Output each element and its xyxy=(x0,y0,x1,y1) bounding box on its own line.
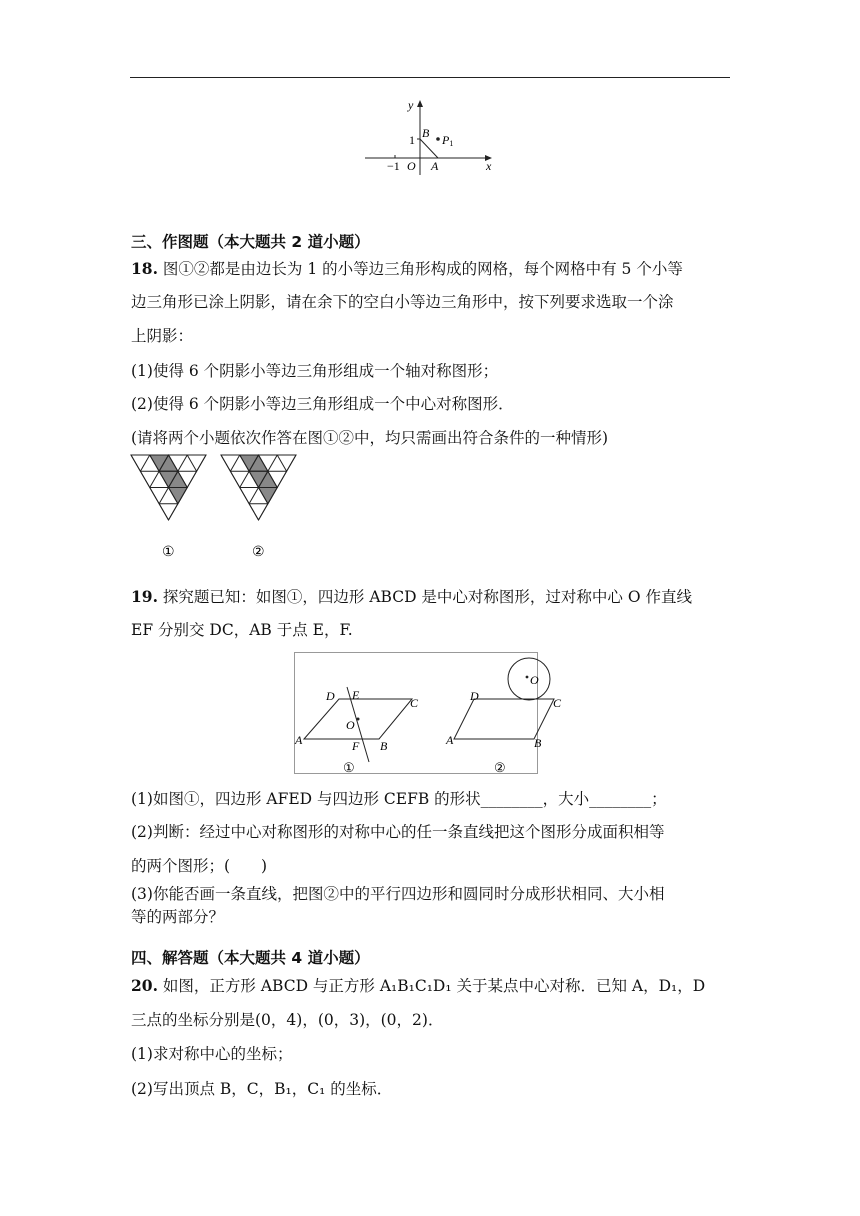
fig1-d-label: D xyxy=(326,689,335,703)
section-4-title: 四、解答题（本大题共 4 道小题） xyxy=(131,949,370,967)
fig2-o-label: O xyxy=(530,673,539,687)
triangle-grids xyxy=(128,455,308,560)
point-a-label: A xyxy=(431,159,439,173)
q18-line-3: 上阴影： xyxy=(131,327,194,345)
q20-item-2: (2)写出顶点 B，C，B₁，C₁ 的坐标． xyxy=(131,1080,393,1098)
q19-item-2a: (2)判断：经过中心对称图形的对称中心的任一条直线把这个图形分成面积相等 xyxy=(131,823,665,841)
q18-note: (请将两个小题依次作答在图①②中，均只需画出符合条件的一种情形) xyxy=(131,429,609,447)
fig2-b-label: B xyxy=(534,736,542,750)
q18-number: 18. xyxy=(131,259,158,278)
grid-2-label: ② xyxy=(252,545,265,560)
tick-neg-one: −1 xyxy=(387,159,400,173)
point-b-label: B xyxy=(422,126,430,140)
fig1-e-label: E xyxy=(352,688,360,702)
x-axis-label: x xyxy=(486,159,492,173)
fig1-b-label: B xyxy=(380,739,388,753)
point-p1-label: P1 xyxy=(442,133,454,148)
fig1-label: ① xyxy=(343,760,355,775)
q19-line-1: 19. 探究题已知：如图①，四边形 ABCD 是中心对称图形，过对称中心 O 作直线 xyxy=(131,587,692,606)
q19-item-3a: (3)你能否画一条直线，把图②中的平行四边形和圆同时分成形状相同、大小相 xyxy=(131,885,665,903)
fig1-o-label: O xyxy=(346,718,355,732)
q20-item-1: (1)求对称中心的坐标； xyxy=(131,1045,293,1063)
fig2-a-label: A xyxy=(446,733,454,747)
fig2-c-label: C xyxy=(553,696,562,710)
header-rule xyxy=(130,77,730,78)
triangle-grid-1 xyxy=(131,455,206,520)
fig2-label: ② xyxy=(494,760,506,775)
fig2-d-label: D xyxy=(470,689,479,703)
grid-1-label: ① xyxy=(162,545,175,560)
triangle-grid-2 xyxy=(221,455,296,520)
q19-item-3b: 等的两部分？ xyxy=(131,908,225,926)
fig1-f-label: F xyxy=(352,739,360,753)
fig1-c-label: C xyxy=(410,696,419,710)
q20-line-1: 20. 如图，正方形 ABCD 与正方形 A₁B₁C₁D₁ 关于某点中心对称．已知 A，D₁，D xyxy=(131,976,706,995)
fig1-a-label: A xyxy=(295,733,303,747)
section-3-title: 三、作图题（本大题共 2 道小题） xyxy=(131,233,370,251)
q18-line-1: 18. 图①②都是由边长为 1 的小等边三角形构成的网格，每个网格中有 5 个小等 xyxy=(131,259,683,278)
q19-line-2: EF 分别交 DC，AB 于点 E，F. xyxy=(131,621,353,639)
q19-item-1: (1)如图①，四边形 AFED 与四边形 CEFB 的形状________，大小________； xyxy=(131,790,667,808)
q20-number: 20. xyxy=(131,976,158,995)
parallelogram-figure xyxy=(294,652,562,775)
origin-label: O xyxy=(407,159,416,173)
q19-number: 19. xyxy=(131,587,158,606)
q18-item-2: (2)使得 6 个阴影小等边三角形组成一个中心对称图形． xyxy=(131,395,514,413)
tick-one: 1 xyxy=(409,133,415,147)
coordinate-figure xyxy=(360,95,500,180)
y-axis-label: y xyxy=(408,98,414,112)
q18-line-2: 边三角形已涂上阴影，请在余下的空白小等边三角形中，按下列要求选取一个涂 xyxy=(131,293,674,311)
q20-line-2: 三点的坐标分别是(0，4)，(0，3)，(0，2)． xyxy=(131,1011,444,1029)
q19-item-2b: 的两个图形；( ) xyxy=(131,857,268,875)
q18-item-1: (1)使得 6 个阴影小等边三角形组成一个轴对称图形； xyxy=(131,362,499,380)
